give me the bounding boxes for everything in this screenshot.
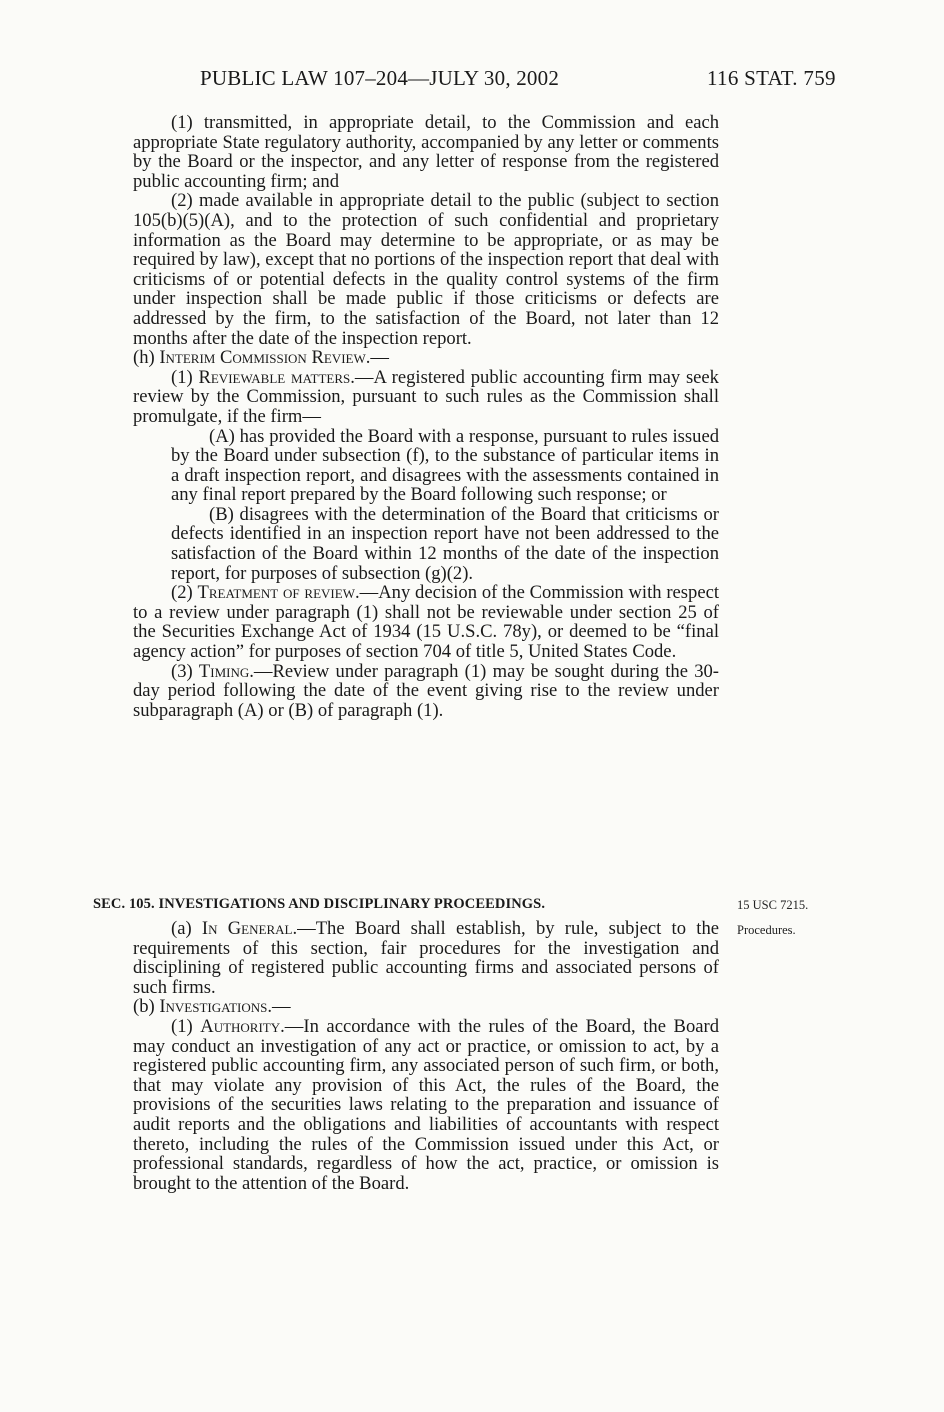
a-text: —The Board shall establish, by rule, subject to the requirements of this section, fair procedures for the investigation and disciplining of registered public accounting firms and associated persons of such firms.	[133, 918, 719, 998]
a-heading: In General.	[201, 918, 298, 939]
h2-prefix: (2)	[171, 582, 198, 604]
a-prefix: (a)	[171, 918, 202, 939]
h-dash: —	[370, 347, 389, 369]
paragraph-h2	[133, 583, 719, 661]
b1-text: —In accordance with the rules of the Board, the Board may conduct an investigation of any act or practice, or omission to act, by a registered public accounting firm, any associated person of such firm, or both, that may violate any provision of this Act, the rules of the Board, the provisions of the securities laws relating to the preparation and issuance of audit reports and the obligations and liabilities of accountants with respect thereto, including the rules of the Commission issued under this Act, or professional standards, regardless of how the act, practice, or omission is brought to the attention of the Board.	[133, 1015, 719, 1194]
header-title: PUBLIC LAW 107–204—JULY 30, 2002	[200, 66, 560, 90]
h2-text: —Any decision of the Commission with respect to a review under paragraph (1) shall not be reviewable under section 25 of the Securities Exchange Act of 1934 (15 U.S.C. 78y), or deemed to be “final agency action” for purposes of section 704 of title 5, United States Code.	[133, 582, 719, 663]
h3-prefix: (3)	[171, 660, 199, 682]
h3-text: —Review under paragraph (1) may be sought during the 30-day period following the date of the event giving rise to the review under subparagraph (A) or (B) of paragraph (1).	[133, 660, 719, 721]
running-header	[0, 66, 944, 92]
h1-heading: Reviewable matters.	[198, 366, 355, 388]
b1-prefix: (1)	[171, 1015, 201, 1037]
subparagraph-h1-B: (B) disagrees with the determination of the Board that criticisms or defects identified in an inspection report have not been addressed to the satisfaction of the Board within 12 months of the date of the inspection report, for purposes of subsection (g)(2).	[171, 503, 719, 584]
subsection-a	[95, 919, 719, 997]
section-105-heading: SEC. 105. INVESTIGATIONS AND DISCIPLINARY PROCEEDINGS.	[93, 896, 546, 912]
paragraph-b1	[95, 1017, 719, 1193]
h3-heading: Timing.	[198, 660, 254, 682]
margin-note-procedures: Procedures.	[737, 923, 796, 937]
paragraph-g1: (1) transmitted, in appropriate detail, to the Commission and each appropriate State regulatory authority, accompanied by any letter or comments by the Board or the inspector, and any letter of response from the registered public accounting firm; and	[133, 112, 719, 192]
h-prefix: (h)	[133, 347, 160, 369]
paragraph-g2: (2) made available in appropriate detail to the public (subject to section 105(b)(5)(A), and to the protection of such confidential and proprietary information as the Board may determine to be appropriate, or as may be required by law), except that no portions of the inspection report that deal with criticisms of or potential defects in the quality control systems of the firm under inspection shall be made public if those criticisms or defects are addressed by the firm, to the satisfaction of the Board, not later than 12 months after the date of the inspection report.	[133, 190, 719, 349]
b-dash: —	[272, 996, 291, 1018]
subsection-g-continuation	[133, 113, 719, 720]
paragraph-h3	[133, 662, 719, 721]
subparagraph-h1-A: (A) has provided the Board with a response, pursuant to rules issued by the Board under subsection (f), to the substance of particular items in a draft inspection report, and disagrees with the assessments contained in any final report prepared by the Board following such response; or	[171, 425, 719, 506]
section-105-body	[95, 919, 719, 1193]
h2-heading: Treatment of review.	[197, 582, 360, 604]
h-heading: Interim Commission Review.	[159, 347, 371, 369]
margin-note-usc: 15 USC 7215.	[737, 898, 809, 912]
b1-heading: Authority.	[200, 1015, 285, 1037]
h1-text: —A registered public accounting firm may seek review by the Commission, pursuant to such rules as the Commission shall promulgate, if the firm—	[133, 366, 719, 427]
paragraph-h1	[133, 368, 719, 427]
page-number: 116 STAT. 759	[707, 66, 836, 90]
b-prefix: (b)	[133, 996, 160, 1018]
b-heading: Investigations.	[159, 996, 273, 1018]
h1-prefix: (1)	[171, 366, 199, 388]
subsection-b-heading	[95, 997, 719, 1017]
subsection-h-heading	[133, 348, 719, 368]
